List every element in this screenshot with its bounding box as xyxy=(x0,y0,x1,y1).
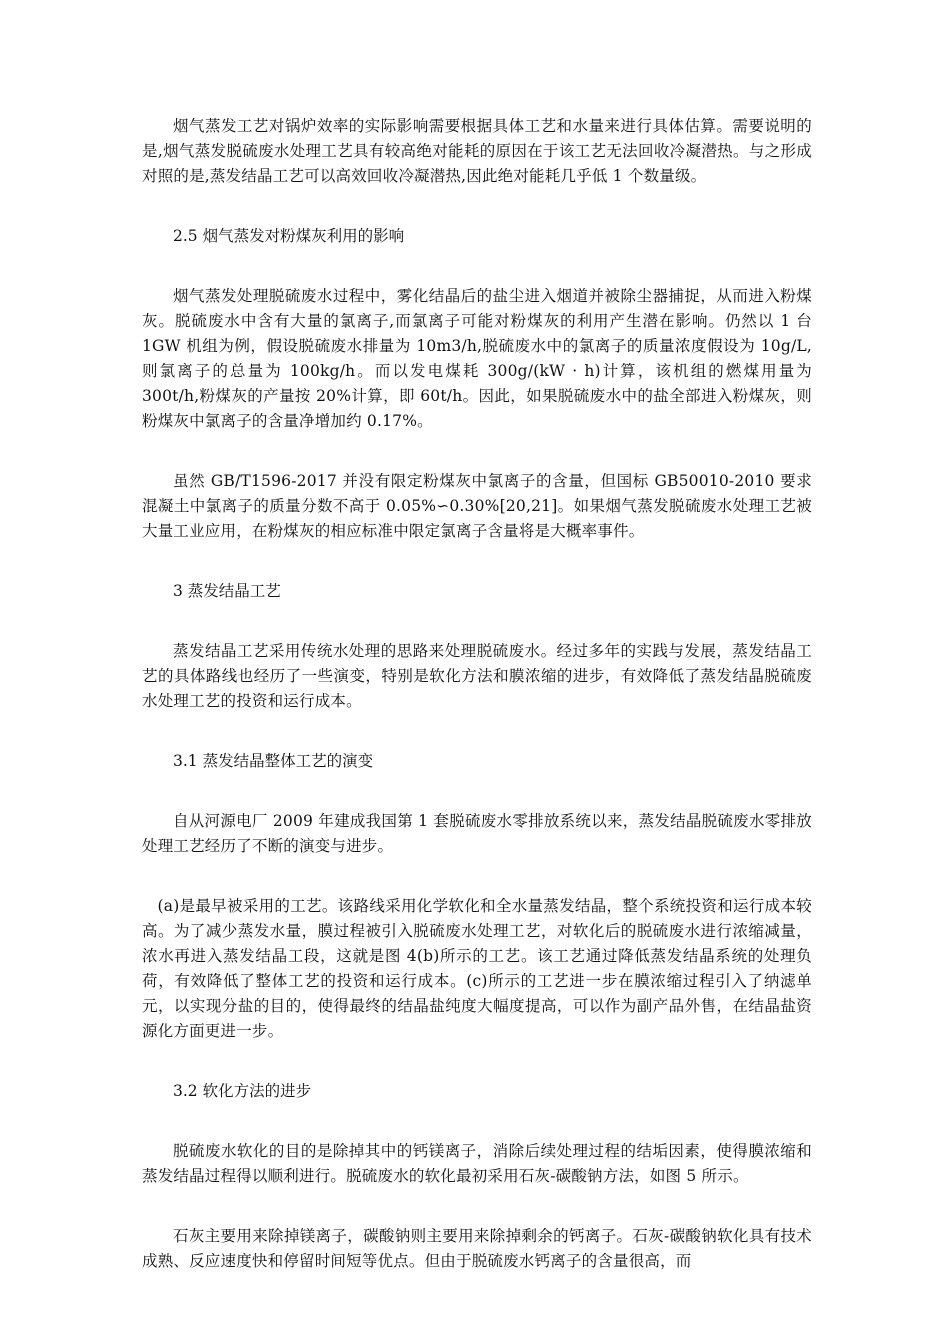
paragraph-standards: 虽然 GB/T1596-2017 并没有限定粉煤灰中氯离子的含量，但国标 GB50010-2010 要求混凝土中氯离子的质量分数不高于 0.05%∽0.30%[20,21]。如果烟气蒸发脱硫废水处理工艺被大量工业应用，在粉煤灰的相应标准中限定氯离子含量将是大概率事件。 xyxy=(142,472,812,540)
paragraph-process-evolution: (a)是最早被采用的工艺。该路线采用化学软化和全水量蒸发结晶，整个系统投资和运行成本较高。为了减少蒸发水量，膜过程被引入脱硫废水处理工艺，对软化后的脱硫废水进行浓缩减量，浓水再进入蒸发结晶工段，这就是图 4(b)所示的工艺。该工艺通过降低蒸发结晶系统的处理负荷，有效降低了整体工艺的投资和运行成本。(c)所示的工艺进一步在膜浓缩过程引入了纳滤单元，以实现分盐的目的，使得最终的结晶盐纯度大幅度提高，可以作为副产品外售，在结晶盐资源化方面更进一步。 xyxy=(142,897,812,1040)
paragraph-heyuan-history: 自从河源电厂 2009 年建成我国第 1 套脱硫废水零排放系统以来，蒸发结晶脱硫废水零排放处理工艺经历了不断的演变与进步。 xyxy=(142,812,812,855)
paragraph-boiler-efficiency: 烟气蒸发工艺对锅炉效率的实际影响需要根据具体工艺和水量来进行具体估算。需要说明的是,烟气蒸发脱硫废水处理工艺具有较高绝对能耗的原因在于该工艺无法回收冷凝潜热。与之形成对照的是,蒸发结晶工艺可以高效回收冷凝潜热,因此绝对能耗几乎低 1 个数量级。 xyxy=(142,117,812,185)
section-heading-2-5: 2.5 烟气蒸发对粉煤灰利用的影响 xyxy=(173,227,405,245)
paragraph-fly-ash-chloride: 烟气蒸发处理脱硫废水过程中，雾化结晶后的盐尘进入烟道并被除尘器捕捉，从而进入粉煤灰。脱硫废水中含有大量的氯离子,而氯离子可能对粉煤灰的利用产生潜在影响。仍然以 1 台 1GW 机组为例，假设脱硫废水排量为 10m3/h,脱硫废水中的氯离子的质量浓度假设为 10g/L,则氯离子的总量为 100kg/h。而以发电煤耗 300g/(kW · h)计算，该机组的燃煤用量为 300t/h,粉煤灰的产量按 20%计算，即 60t/h。因此，如果脱硫废水中的盐全部进入粉煤灰，则粉煤灰中氯离子的含量净增加约 0.17%。 xyxy=(142,287,812,430)
paragraph-lime-soda: 石灰主要用来除掉镁离子，碳酸钠则主要用来除掉剩余的钙离子。石灰-碳酸钠软化具有技术成熟、反应速度快和停留时间短等优点。但由于脱硫废水钙离子的含量很高，而 xyxy=(142,1227,812,1270)
section-heading-3-2: 3.2 软化方法的进步 xyxy=(173,1082,312,1100)
paragraph-evaporation-intro: 蒸发结晶工艺采用传统水处理的思路来处理脱硫废水。经过多年的实践与发展，蒸发结晶工艺的具体路线也经历了一些演变，特别是软化方法和膜浓缩的进步，有效降低了蒸发结晶脱硫废水处理工艺的投资和运行成本。 xyxy=(142,642,812,710)
section-heading-3-1: 3.1 蒸发结晶整体工艺的演变 xyxy=(173,752,374,770)
paragraph-softening-purpose: 脱硫废水软化的目的是除掉其中的钙镁离子，消除后续处理过程的结垢因素，使得膜浓缩和蒸发结晶过程得以顺利进行。脱硫废水的软化最初采用石灰-碳酸钠方法，如图 5 所示。 xyxy=(142,1142,812,1185)
document-body xyxy=(142,114,812,1309)
section-heading-3: 3 蒸发结晶工艺 xyxy=(173,582,281,600)
